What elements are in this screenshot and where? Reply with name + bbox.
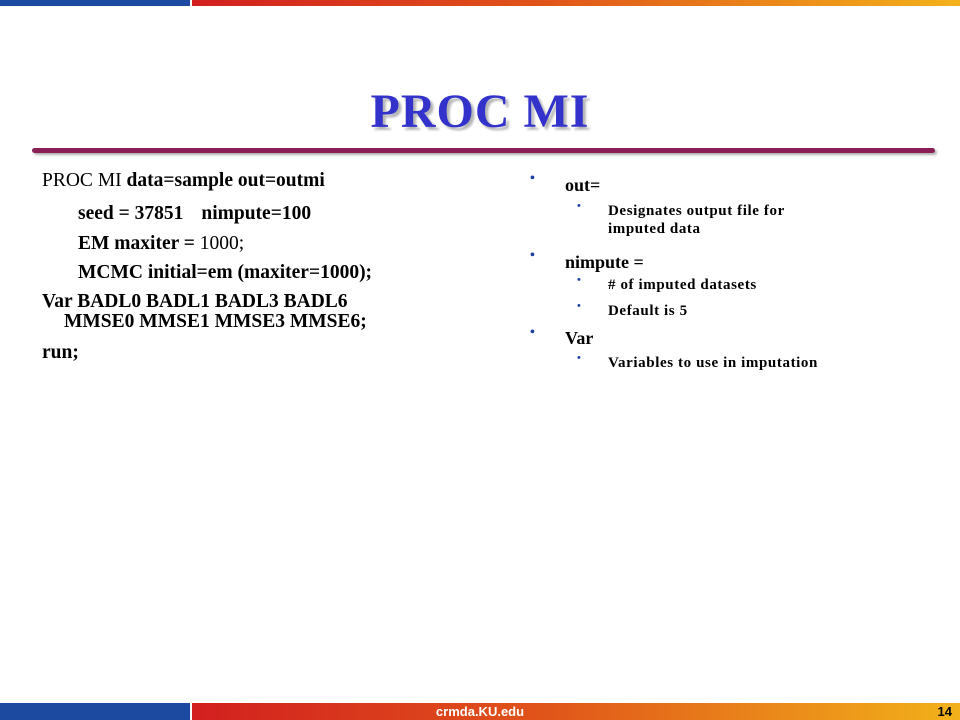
code-seed: seed = 37851 [78,203,184,224]
code-line-var [42,291,348,313]
footer-url: crmda.KU.edu [435,704,525,719]
bullet-dot-icon: • [530,248,535,263]
sub-bullet-nimpute-1: # of imputed datasets [608,277,757,293]
sub-bullet-out-line2: imputed data [608,221,701,237]
bullet-nimpute: nimpute = [565,252,644,272]
code-line-seed [78,203,311,225]
sub-bullet-nimpute-2: Default is 5 [608,303,688,319]
code-line-em [78,233,244,255]
code-line-run [42,342,79,364]
top-bar-gradient-segment [192,0,960,6]
sub-bullet-out-line1: Designates output file for [608,203,785,219]
sub-bullet-var-1: Variables to use in imputation [608,355,818,371]
code-line-proc [42,170,325,192]
sub-bullet-dot-icon: • [577,274,581,286]
code-em-value: 1000; [199,233,245,254]
top-bar-blue-segment [0,0,190,6]
bullet-dot-icon: • [530,171,535,186]
code-run: run; [42,342,79,363]
slide-title: PROC MI [370,85,590,138]
code-var-cont: MMSE0 MMSE1 MMSE3 MMSE6; [64,311,367,332]
sub-bullet-dot-icon: • [577,200,581,212]
bullet-out: out= [565,175,601,195]
code-nimpute: nimpute=100 [201,203,312,224]
top-decorative-bar [0,0,960,6]
code-var: Var BADL0 BADL1 BADL3 BADL6 [42,291,348,312]
sub-bullet-dot-icon: • [577,352,581,364]
code-em-keyword: EM maxiter = [78,233,200,254]
bullet-var: Var [565,328,594,348]
code-proc-options: data=sample out=outmi [126,170,325,191]
code-line-var-cont [64,311,367,333]
code-proc-keyword: PROC MI [42,170,127,191]
page-number: 14 [937,704,952,719]
sub-bullet-dot-icon: • [577,300,581,312]
title-underline-rule [32,148,935,153]
code-mcmc: MCMC initial=em (maxiter=1000); [78,262,373,283]
bullet-dot-icon: • [530,325,535,340]
code-line-mcmc [78,262,372,284]
